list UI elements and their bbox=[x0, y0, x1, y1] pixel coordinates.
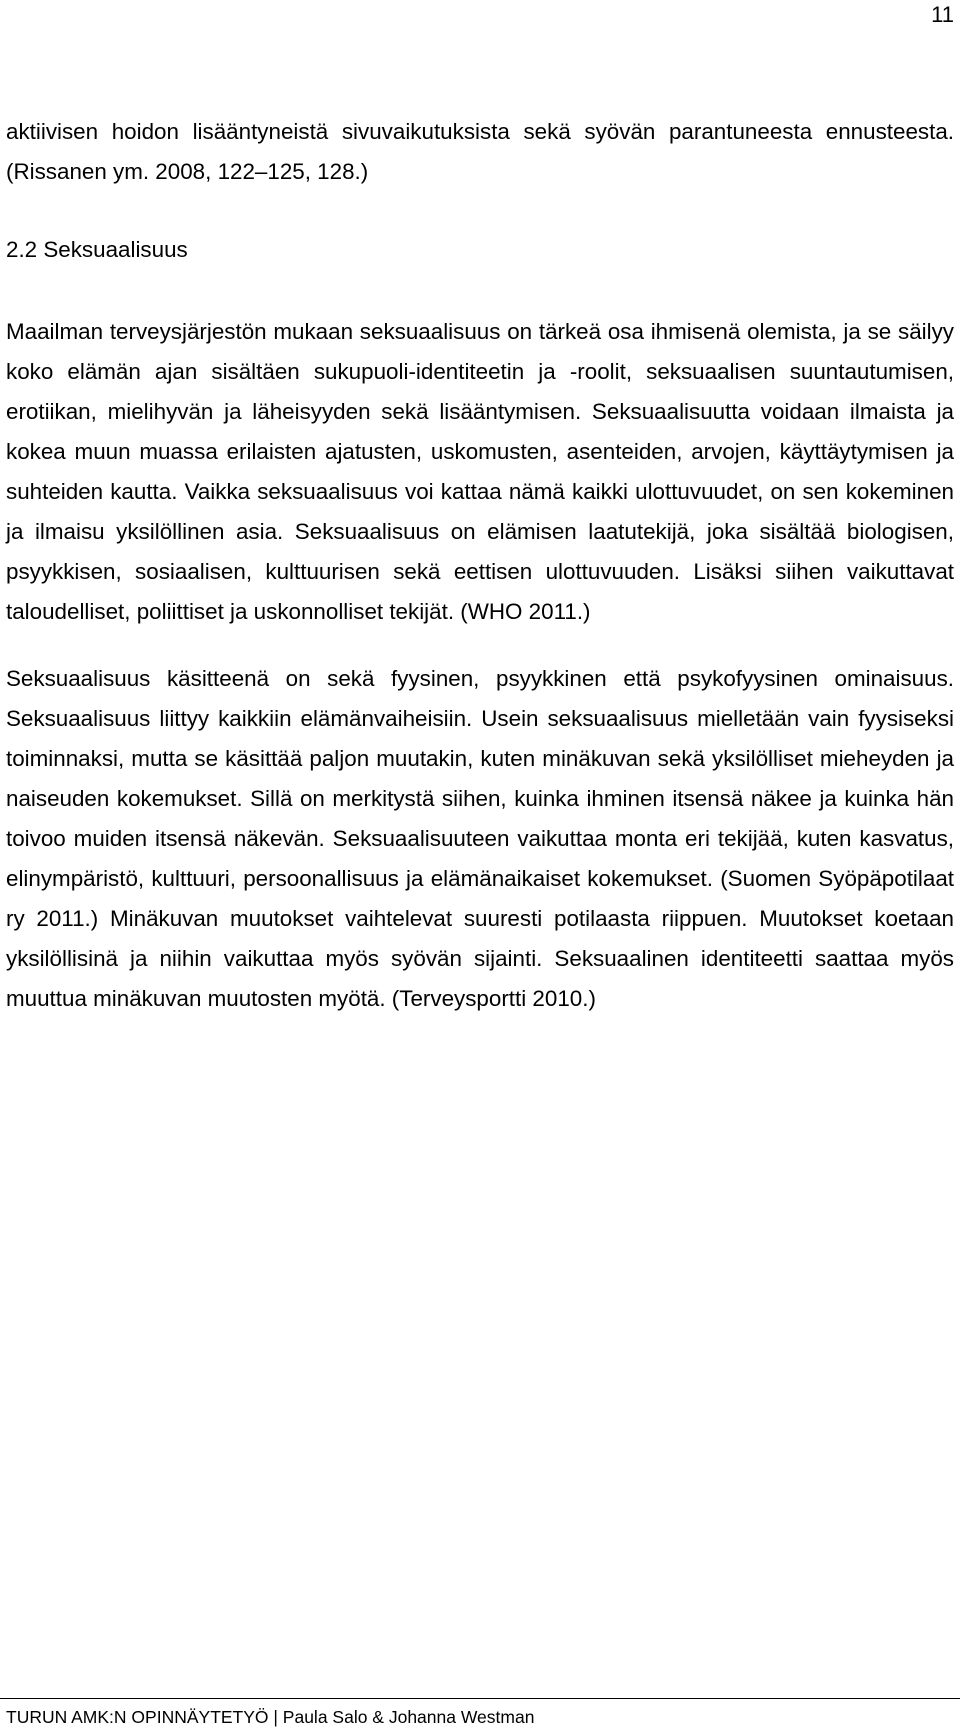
section-heading: 2.2 Seksuaalisuus bbox=[6, 237, 188, 262]
page-number: 11 bbox=[931, 2, 954, 27]
footer-text: TURUN AMK:N OPINNÄYTETYÖ | Paula Salo & Johanna Westman bbox=[6, 1707, 535, 1727]
body-paragraph: Maailman terveysjärjestön mukaan seksuaalisuus on tärkeä osa ihmisenä olemista, ja se säilyy koko elämän ajan sisältäen sukupuoli-identiteetin ja -roolit, seksuaalisen suuntautumisen, erotiikan, mielihyvän ja läheisyyden sekä lisääntymisen. Seksuaalisuutta voidaan ilmaista ja kokea muun muassa erilaisten ajatusten, uskomusten, asenteiden, arvojen, käyttäytymisen ja suhteiden kautta. Vaikka seksuaalisuus voi kattaa nämä kaikki ulottuvuudet, on sen kokeminen ja ilmaisu yksilöllinen asia. Seksuaalisuus on elämisen laatutekijä, joka sisältää biologisen, psyykkisen, sosiaalisen, kulttuurisen sekä eettisen ulottuvuuden. Lisäksi siihen vaikuttavat taloudelliset, poliittiset ja uskonnolliset tekijät. (WHO 2011.) bbox=[6, 319, 954, 624]
body-paragraph: Seksuaalisuus käsitteenä on sekä fyysinen, psyykkinen että psykofyysinen ominaisuus. Seksuaalisuus liittyy kaikkiin elämänvaiheisiin. Usein seksuaalisuus mielletään vain fyysiseksi toiminnaksi, mutta se käsittää paljon muutakin, kuten minäkuvan sekä yksilölliset mieheyden ja naiseuden kokemukset. Sillä on merkitystä siihen, kuinka ihminen itsensä näkee ja kuinka hän toivoo muiden itsensä näkevän. Seksuaalisuuteen vaikuttaa monta eri tekijää, kuten kasvatus, elinympäristö, kulttuuri, persoonallisuus ja elämänaikaiset kokemukset. (Suomen Syöpäpotilaat ry 2011.) Minäkuvan muutokset vaihtelevat suuresti potilaasta riippuen. Muutokset koetaan yksilöllisinä ja niihin vaikuttaa myös syövän sijainti. Seksuaalinen identiteetti saattaa myös muuttua minäkuvan muutosten myötä. (Terveysportti 2010.) bbox=[6, 666, 954, 1011]
document-body bbox=[6, 112, 954, 1019]
continuation-paragraph: aktiivisen hoidon lisääntyneistä sivuvaikutuksista sekä syövän parantuneesta ennusteesta. (Rissanen ym. 2008, 122–125, 128.) bbox=[6, 119, 954, 184]
page-footer bbox=[0, 1698, 960, 1731]
